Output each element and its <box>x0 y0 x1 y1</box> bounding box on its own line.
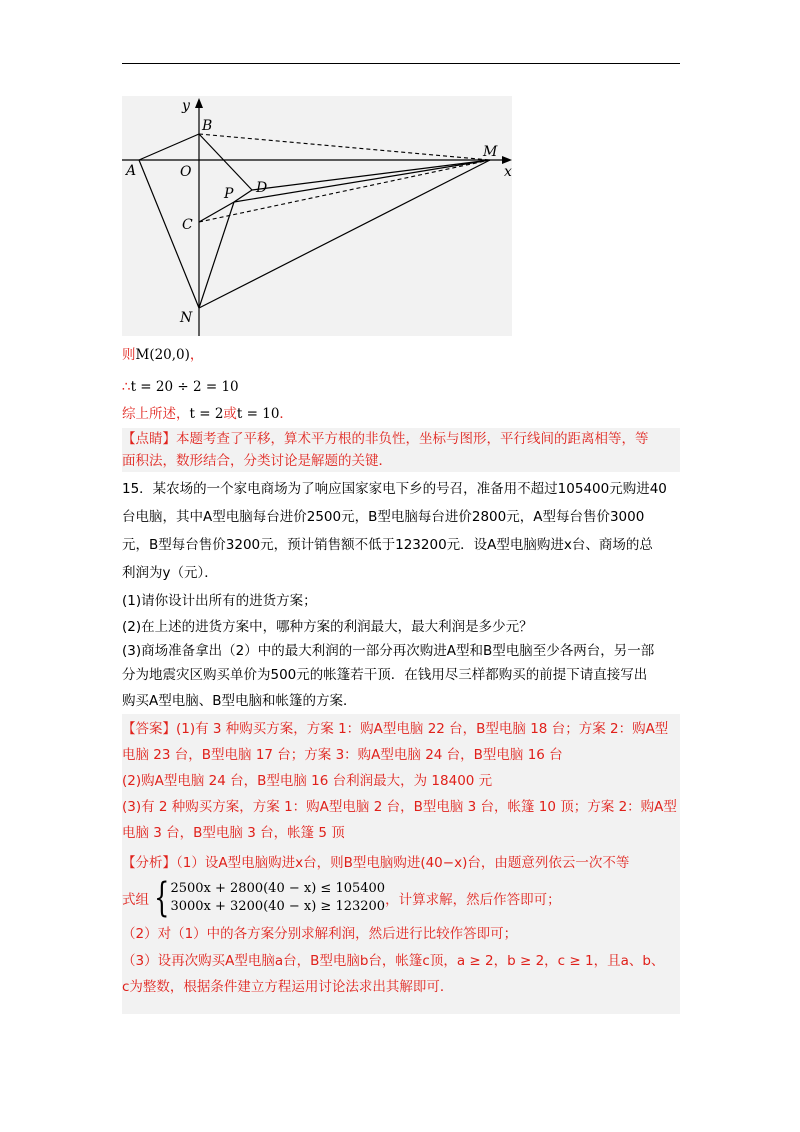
analysis-line-4: （3）设再次购买A型电脑a台，B型电脑b台，帐篷c顶，a ≥ 2，b ≥ 2，c ≥ 1，且a、b、 <box>122 953 665 969</box>
therefore-symbol: ∴ <box>122 379 131 395</box>
question-2: (2)在上述的进货方案中，哪种方案的利润最大，最大利润是多少元？ <box>122 619 533 635</box>
problem-line-1: 15．某农场的一个家电商场为了响应国家家电下乡的号召，准备用不超过105400元购进40 <box>122 481 667 497</box>
label-C: C <box>182 217 193 233</box>
label-y: y <box>182 98 190 114</box>
question-3-line-2: 分为地震灾区购买单价为500元的帐篷若干顶．在钱用尽三样都购买的前提下请直接写出 <box>122 667 648 683</box>
label-B: B <box>202 118 213 134</box>
inequality-system <box>149 875 386 921</box>
line-t-equation <box>122 378 239 396</box>
segment-AB <box>139 134 199 160</box>
system-prefix: 式组 <box>122 892 149 908</box>
label-x: x <box>504 164 512 180</box>
label-P: P <box>224 186 234 202</box>
question-1: (1)请你设计出所有的进货方案； <box>122 593 317 609</box>
label-D: D <box>256 180 268 196</box>
header-rule <box>122 63 680 64</box>
analysis-box <box>122 848 680 1014</box>
comment-box <box>122 428 680 472</box>
segment-PM <box>234 160 490 202</box>
problem-line-3: 元，B型每台售价3200元，预计销售额不低于123200元．设A型电脑购进x台、商场的总 <box>122 537 653 553</box>
analysis-line-3: （2）对（1）中的各方案分别求解利润，然后进行比较作答即可； <box>122 926 518 942</box>
analysis-line-5: c为整数，根据条件建立方程运用讨论法求出其解即可． <box>122 979 454 995</box>
t-value-a: t = 2 <box>189 406 224 422</box>
problem-line-4: 利润为y（元）． <box>122 565 218 581</box>
y-axis-arrow <box>195 98 203 108</box>
comment-line-1: 【点睛】本题考查了平移，算术平方根的非负性，坐标与图形，平行线间的距离相等，等 <box>122 431 649 447</box>
brace-symbol: { <box>154 875 170 921</box>
question-3-line-3: 购买A型电脑、B型电脑和帐篷的方案． <box>122 693 357 709</box>
answer-line-2: 电脑 23 台，B型电脑 17 台；方案 3：购A型电脑 24 台，B型电脑 16 台 <box>122 747 563 763</box>
problem-line-2: 台电脑，其中A型电脑每台进价2500元，B型电脑每台进价2800元，A型每台售价3000 <box>122 509 645 525</box>
system-suffix: ，计算求解，然后作答即可； <box>385 892 561 908</box>
line-summary <box>122 405 293 423</box>
x-axis-arrow <box>502 156 512 164</box>
period: ． <box>279 406 293 422</box>
question-3-line-1: (3)商场准备拿出（2）中的最大利润的一部分再次购进A型和B型电脑至少各两台，另一部 <box>122 643 655 659</box>
t-equation: t = 20 ÷ 2 = 10 <box>130 379 239 395</box>
geometry-figure <box>122 96 512 336</box>
label-O: O <box>180 164 192 180</box>
dashed-CM <box>199 160 490 222</box>
dashed-BM <box>199 134 490 160</box>
label-N: N <box>180 310 193 326</box>
label-A: A <box>126 163 137 179</box>
analysis-line-1: 【分析】（1）设A型电脑购进x台，则B型电脑购进(40−x)台，由题意列依云一次不等 <box>122 855 630 871</box>
comment-line-2: 面积法，数形结合，分类讨论是解题的关键． <box>122 453 392 469</box>
answer-line-1: 【答案】(1)有 3 种购买方案，方案 1：购A型电脑 22 台，B型电脑 18 台；方案 2：购A型 <box>122 721 669 737</box>
line-m-coordinate <box>122 346 203 364</box>
answer-box <box>122 714 680 848</box>
label-M: M <box>483 144 498 160</box>
comma: ， <box>189 347 204 363</box>
answer-line-3: (2)购A型电脑 24 台，B型电脑 16 台利润最大，为 18400 元 <box>122 773 493 789</box>
answer-line-5: 电脑 3 台，B型电脑 3 台，帐篷 5 顶 <box>122 825 345 841</box>
t-value-b: t = 10 <box>236 406 280 422</box>
m-coordinate: M(20,0) <box>135 347 190 363</box>
inequality-2: 3000x + 3200(40 − x) ≥ 123200 <box>170 899 386 914</box>
then-text: 则 <box>122 347 136 363</box>
segment-AN <box>139 160 199 308</box>
analysis-system-line <box>122 876 680 920</box>
summary-prefix: 综上所述， <box>122 406 190 422</box>
or-text: 或 <box>223 406 237 422</box>
answer-line-4: (3)有 2 种购买方案，方案 1：购A型电脑 2 台，B型电脑 3 台，帐篷 10 顶；方案 2：购A型 <box>122 799 677 815</box>
coordinate-diagram <box>122 96 512 336</box>
segment-BD <box>199 134 252 190</box>
inequality-1: 2500x + 2800(40 − x) ≤ 105400 <box>170 881 386 896</box>
segment-NM <box>199 160 490 308</box>
